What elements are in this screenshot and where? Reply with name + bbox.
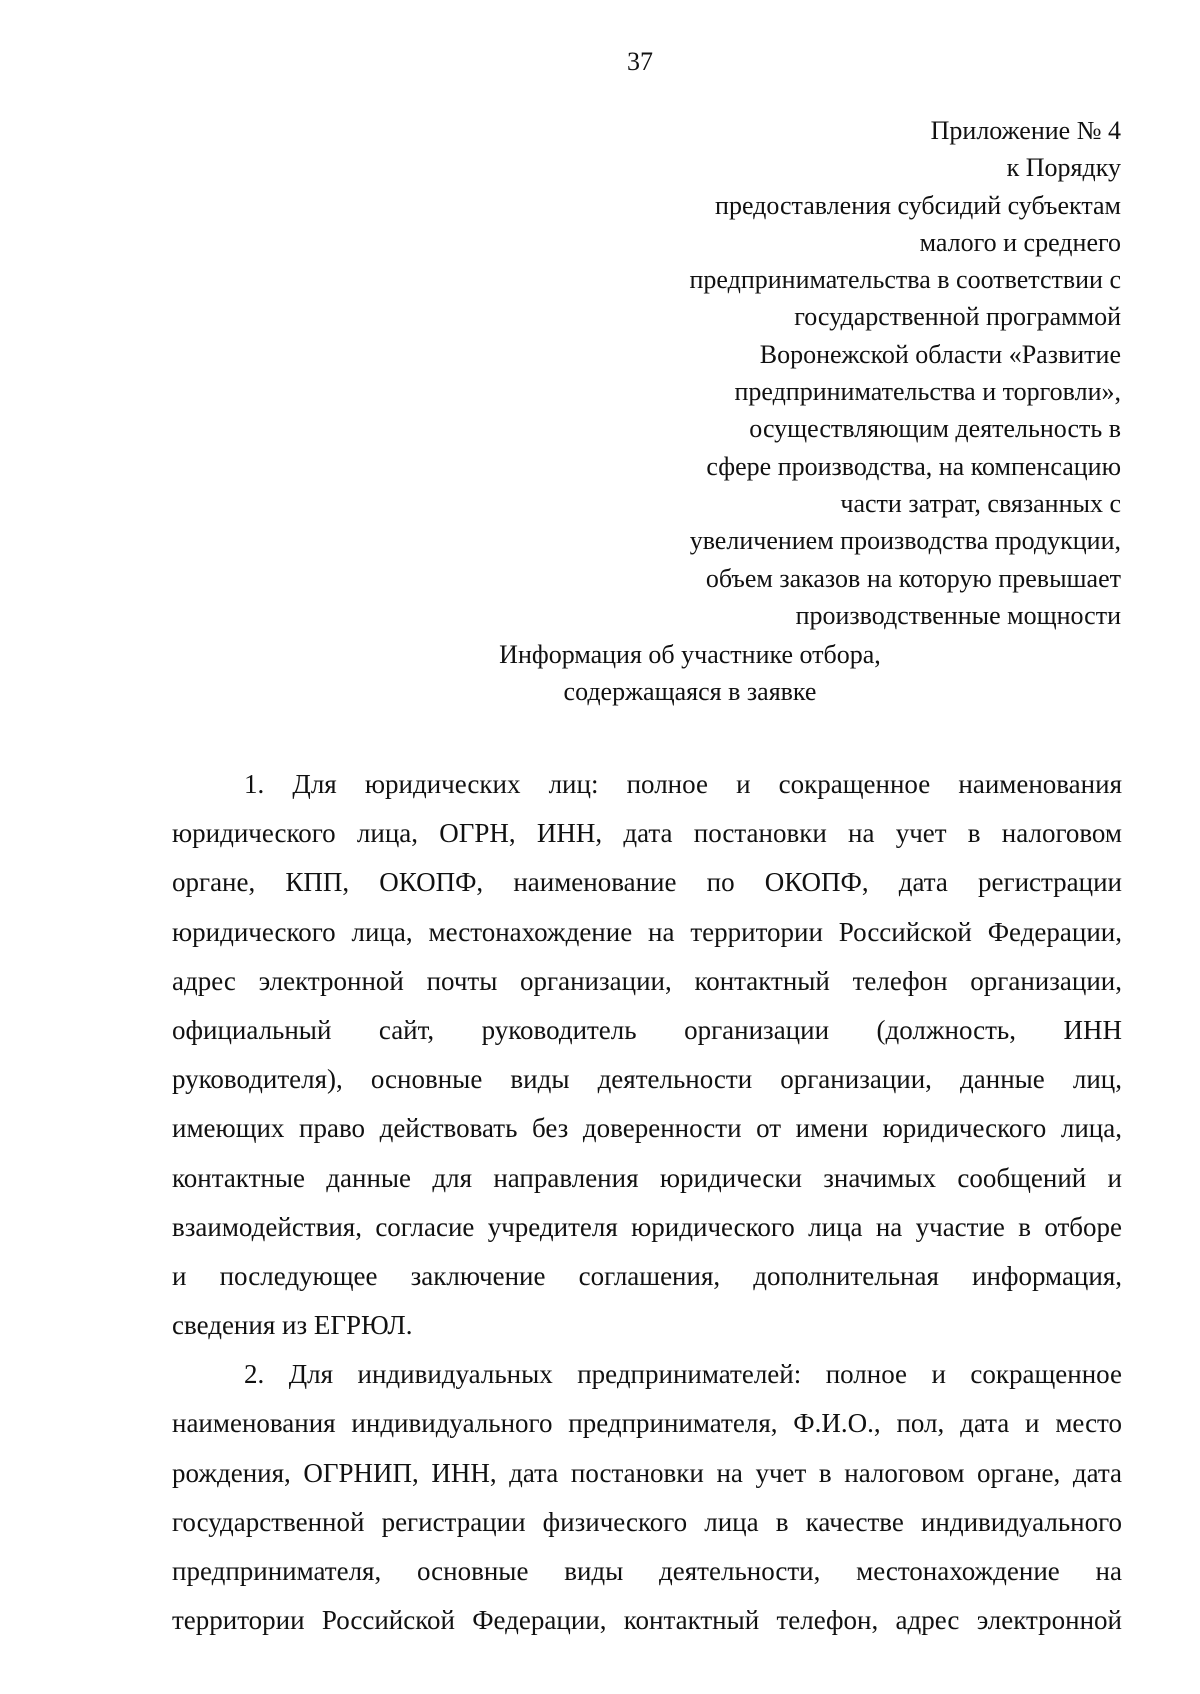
text-line: взаимодействия, согласие учредителя юридического лица на участие в отборе xyxy=(172,1211,1122,1242)
text-line: юридического лица, ОГРН, ИНН, дата постановки на учет в налоговом xyxy=(172,818,1122,849)
appendix-line: части затрат, связанных с xyxy=(840,488,1121,518)
text-line: предпринимателя, основные виды деятельности, местонахождение на xyxy=(172,1556,1122,1586)
appendix-line: малого и среднего xyxy=(919,227,1121,257)
text-line: рождения, ОГРНИП, ИНН, дата постановки на учет в налоговом органе, дата xyxy=(172,1457,1122,1488)
appendix-line: Приложение № 4 xyxy=(930,116,1121,145)
appendix-line: производственные мощности xyxy=(795,600,1121,630)
paragraph-individual-entrepreneurs xyxy=(172,1350,1122,1645)
appendix-line: предпринимательства и торговли», xyxy=(734,377,1121,407)
appendix-line: предпринимательства в соответствии с xyxy=(689,265,1121,295)
appendix-line: к Порядку xyxy=(1006,153,1121,183)
document-title xyxy=(300,636,1080,710)
appendix-line: объем заказов на которую превышает xyxy=(705,563,1121,593)
text-line: юридического лица, местонахождение на территории Российской Федерации, xyxy=(172,916,1122,947)
appendix-line: увеличением производства продукции, xyxy=(689,526,1121,556)
text-line: территории Российской Федерации, контактный телефон, адрес электронной xyxy=(172,1605,1122,1636)
text-line: сведения из ЕГРЮЛ. xyxy=(172,1310,413,1341)
text-line: наименования индивидуального предпринимателя, Ф.И.О., пол, дата и место xyxy=(172,1408,1122,1439)
appendix-header xyxy=(690,112,1121,634)
title-line: Информация об участнике отбора, xyxy=(499,640,881,669)
paragraph-legal-entities xyxy=(172,760,1122,1350)
title-line: содержащаяся в заявке xyxy=(563,677,817,706)
text-line: государственной регистрации физического лица в качестве индивидуального xyxy=(172,1506,1122,1537)
text-line: 1. Для юридических лиц: полное и сокращенное наименования xyxy=(244,769,1122,799)
text-line: официальный сайт, руководитель организации (должность, ИНН xyxy=(172,1014,1122,1045)
appendix-line: государственной программой xyxy=(794,302,1121,332)
text-line: и последующее заключение соглашения, дополнительная информация, xyxy=(172,1260,1122,1291)
text-line: контактные данные для направления юридически значимых сообщений и xyxy=(172,1162,1122,1193)
appendix-line: предоставления субсидий субъектам xyxy=(715,190,1121,220)
appendix-line: сфере производства, на компенсацию xyxy=(706,451,1121,481)
page-number: 37 xyxy=(627,47,653,76)
text-line: руководителя), основные виды деятельности организации, данные лиц, xyxy=(172,1064,1122,1095)
text-line: имеющих право действовать без доверенности от имени юридического лица, xyxy=(172,1113,1122,1144)
document-body xyxy=(172,760,1122,1645)
text-line: адрес электронной почты организации, контактный телефон организации, xyxy=(172,965,1122,996)
appendix-line: осуществляющим деятельность в xyxy=(749,414,1121,444)
text-line: органе, КПП, ОКОПФ, наименование по ОКОПФ, дата регистрации xyxy=(172,867,1122,898)
text-line: 2. Для индивидуальных предпринимателей: полное и сокращенное xyxy=(244,1359,1122,1390)
appendix-line: Воронежской области «Развитие xyxy=(759,339,1121,369)
